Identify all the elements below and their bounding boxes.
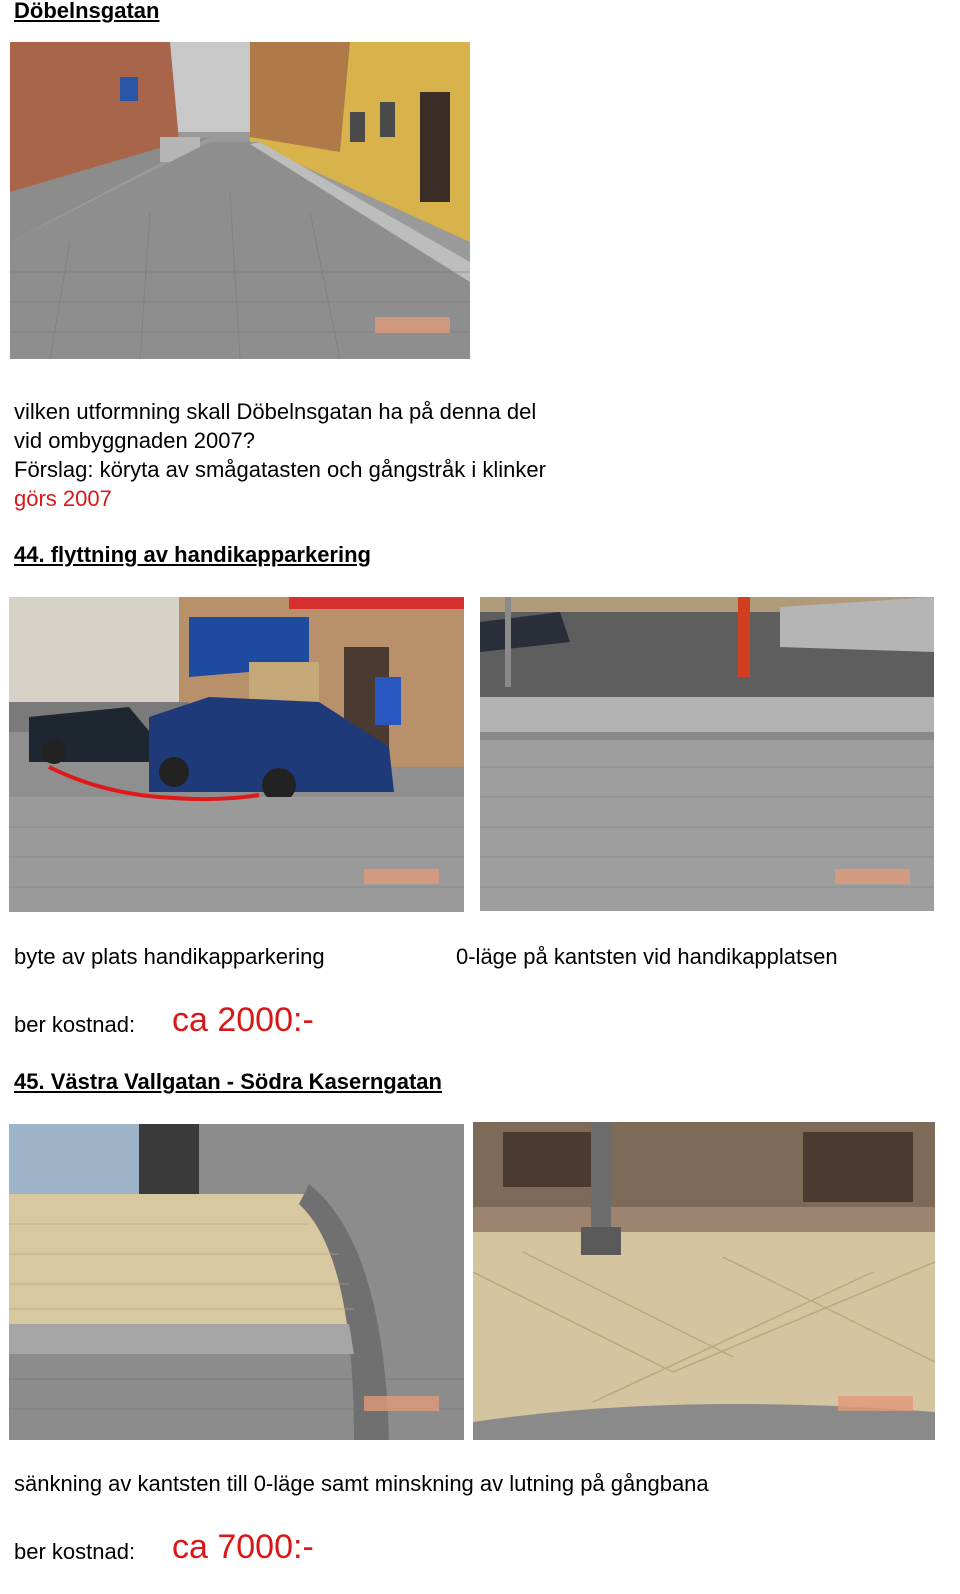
parking-photo: [9, 597, 464, 912]
item44-caption-right: 0-läge på kantsten vid handikapplatsen: [456, 944, 838, 969]
item44-cost-value: ca 2000:-: [172, 1001, 314, 1039]
item45-title: 45. Västra Vallgatan - Södra Kaserngatan: [14, 1069, 442, 1094]
curb-photo: [480, 597, 934, 911]
item45-caption: sänkning av kantsten till 0-läge samt minskning av lutning på gångbana: [14, 1471, 709, 1496]
section-title: Döbelnsgatan: [14, 0, 160, 23]
intro-line-2: vid ombyggnaden 2007?: [14, 428, 255, 453]
herringbone-photo: [473, 1122, 935, 1440]
item44-caption-left: byte av plats handikapparkering: [14, 944, 325, 969]
intro-line-3: Förslag: köryta av smågatasten och gångstråk i klinker: [14, 457, 546, 482]
item45-cost-label: ber kostnad:: [14, 1539, 136, 1564]
item44-cost-label: ber kostnad:: [14, 1012, 136, 1037]
item44-title: 44. flyttning av handikapparkering: [14, 542, 371, 567]
rounded-curb-photo: [9, 1124, 464, 1440]
street-photo: [10, 42, 470, 359]
intro-line-1: vilken utformning skall Döbelnsgatan ha på denna del: [14, 399, 537, 424]
intro-status: görs 2007: [14, 486, 112, 511]
item45-cost-value: ca 7000:-: [172, 1528, 314, 1566]
